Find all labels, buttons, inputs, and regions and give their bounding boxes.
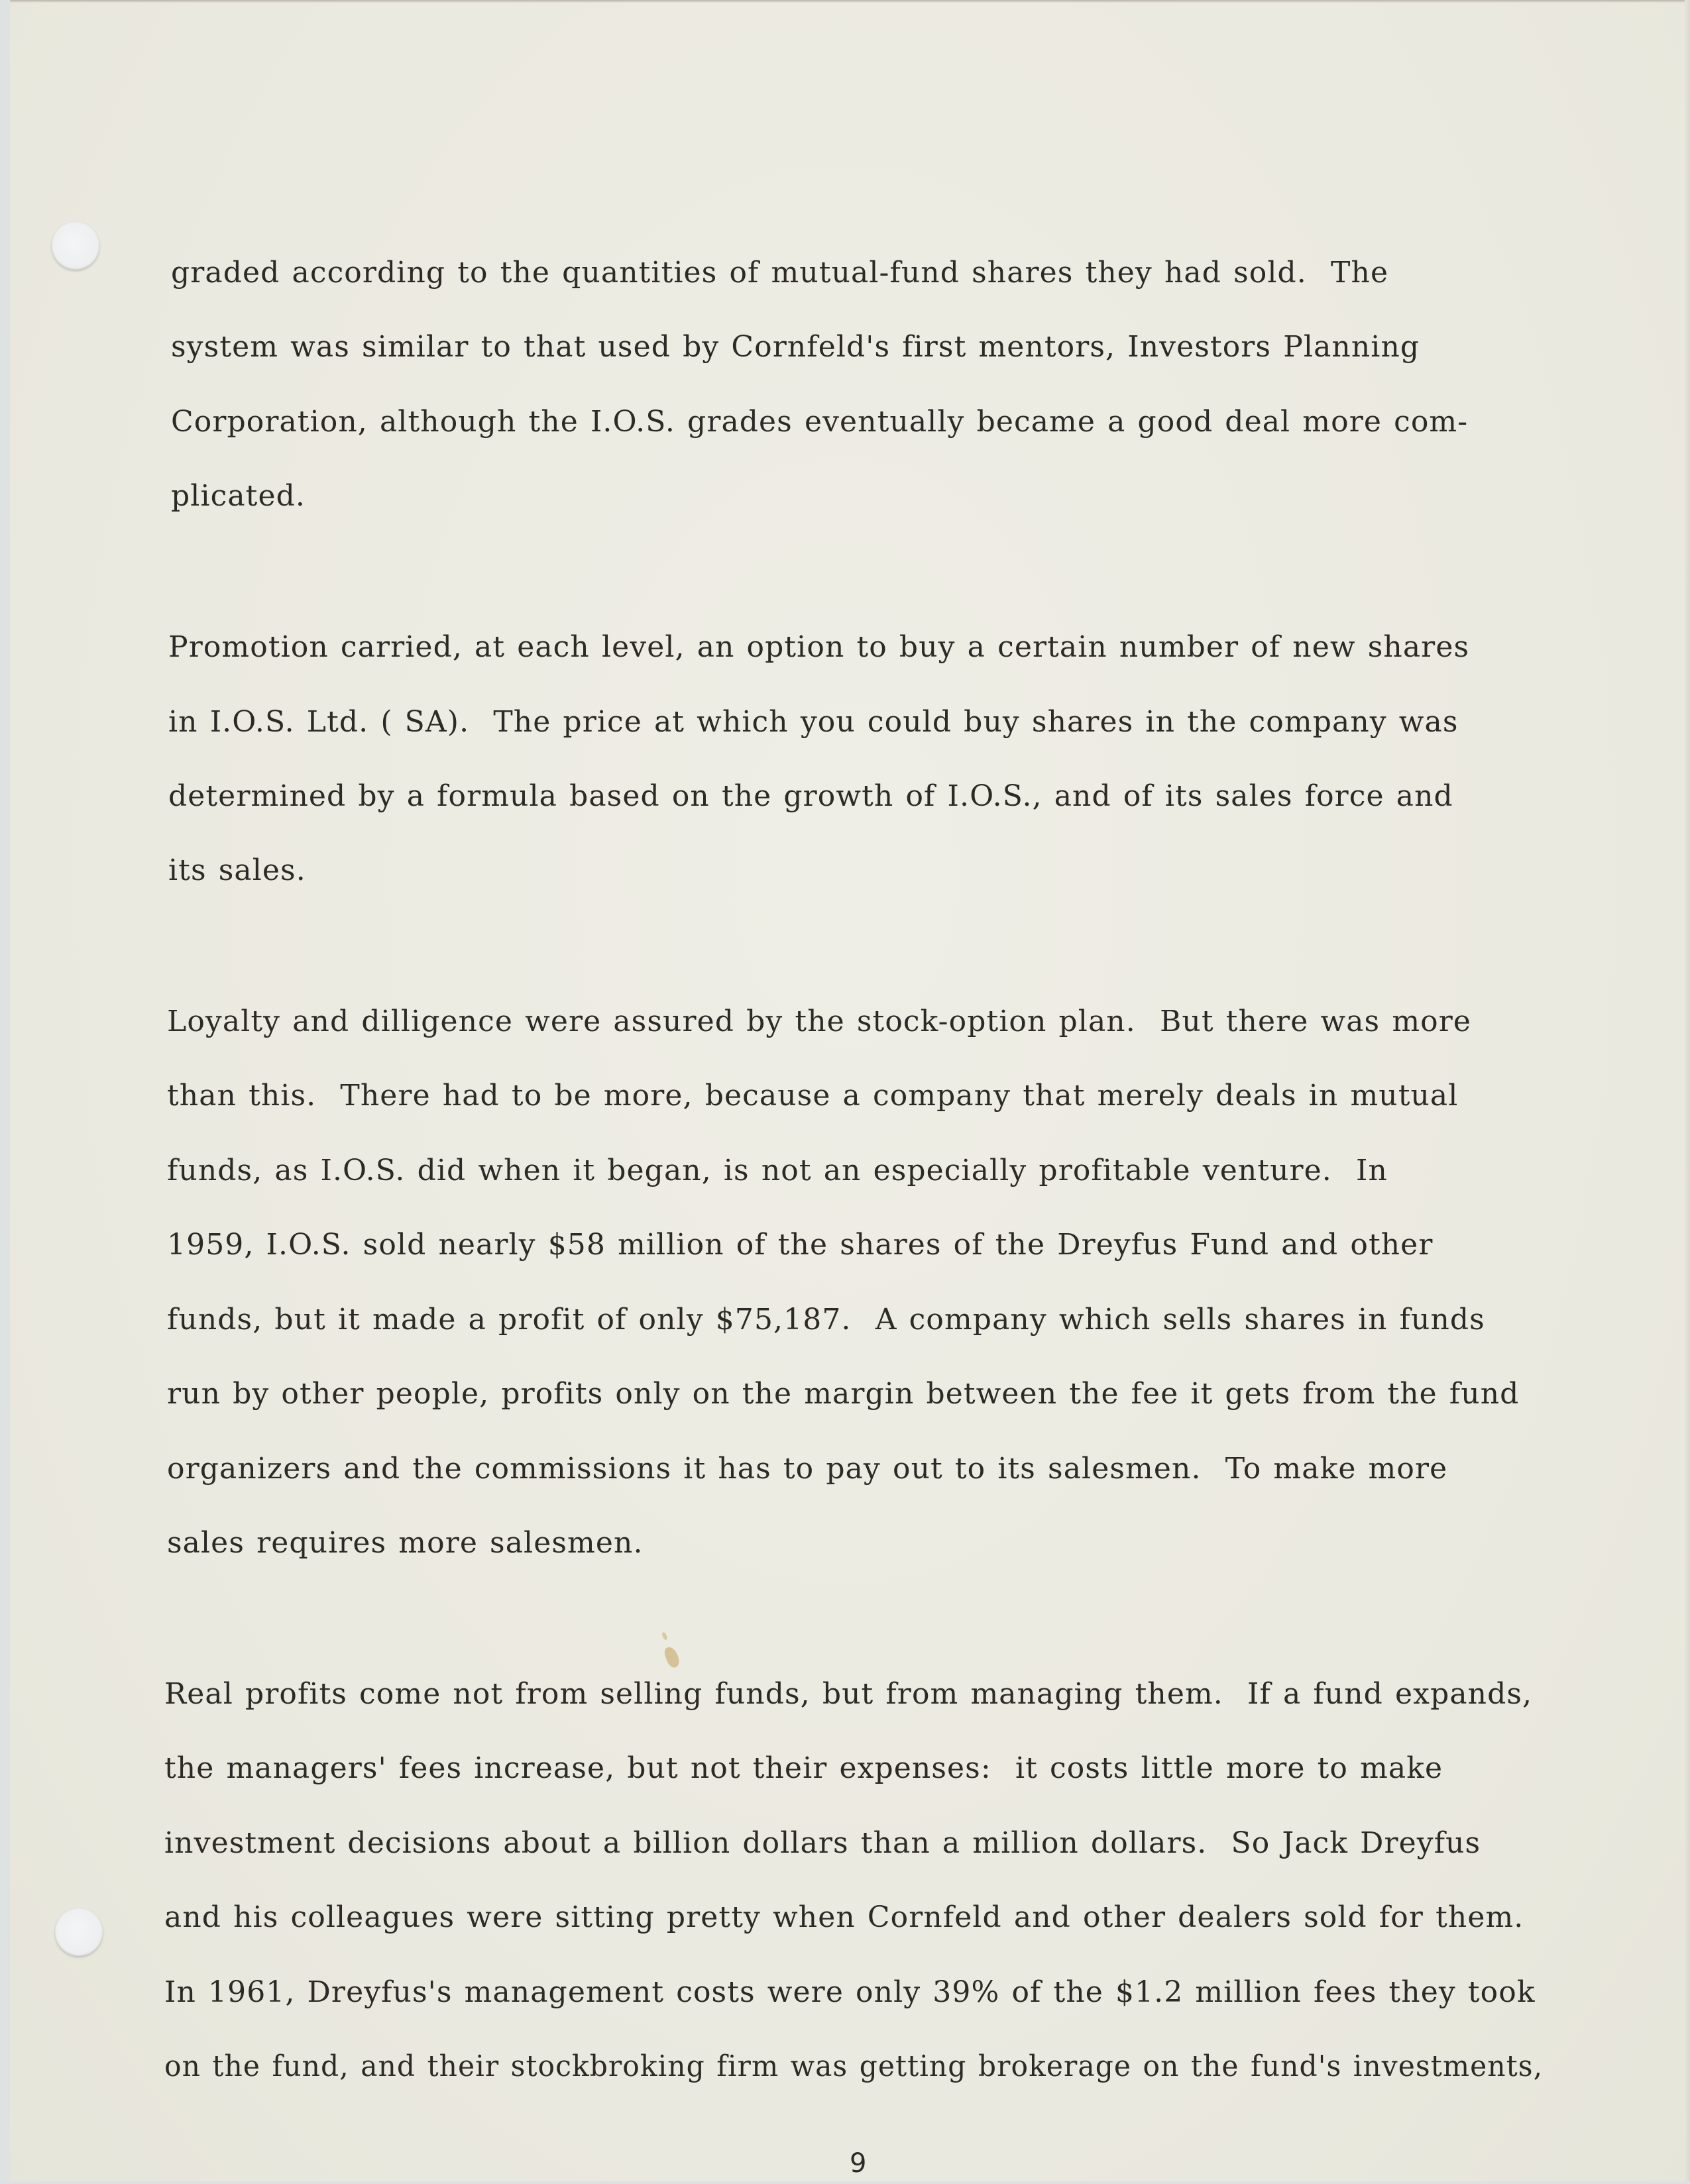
text-line: run by other people, profits only on the margin between the fee it gets from the fund [167,1377,1520,1411]
text-line: Corporation, although the I.O.S. grades eventually became a good deal more com- [171,405,1469,439]
text-line: funds, as I.O.S. did when it began, is not an especially profitable venture. In [167,1154,1388,1187]
text-line: Real profits come not from selling funds, but from managing them. If a fund expands, [164,1677,1533,1711]
paper-stain [663,1645,681,1669]
scanner-left-strip [0,0,10,2184]
text-line: Loyalty and dilligence were assured by the stock-option plan. But there was more [167,1005,1471,1038]
text-line: Promotion carried, at each level, an option to buy a certain number of new shares [168,630,1470,664]
punch-hole-bottom [55,1908,103,1956]
text-line: in I.O.S. Ltd. ( SA). The price at which you could buy shares in the company was [168,705,1459,739]
text-line: on the fund, and their stockbroking firm was getting brokerage on the fund's investments, [164,2049,1544,2083]
punch-hole-top [52,222,99,270]
text-line: graded according to the quantities of mutual-fund shares they had sold. The [171,256,1389,290]
text-line: the managers' fees increase, but not their expenses: it costs little more to make [164,1751,1443,1785]
page-bottom-edge [0,2181,1690,2184]
page-top-edge [0,0,1690,3]
text-line: funds, but it made a profit of only $75,187. A company which sells shares in funds [167,1303,1485,1337]
text-line: plicated. [171,479,306,513]
text-line: its sales. [168,853,306,887]
text-line: organizers and the commissions it has to pay out to its salesmen. To make more [167,1452,1448,1486]
text-line: determined by a formula based on the growth of I.O.S., and of its sales force and [168,779,1453,813]
text-line: 1959, I.O.S. sold nearly $58 million of the shares of the Dreyfus Fund and other [167,1228,1434,1262]
text-line: than this. There had to be more, because a company that merely deals in mutual [167,1079,1459,1113]
page-number: 9 [850,2148,867,2179]
text-line: system was similar to that used by Cornfeld's first mentors, Investors Planning [171,330,1420,364]
text-line: In 1961, Dreyfus's management costs were only 39% of the $1.2 million fees they took [164,1975,1536,2009]
text-line: investment decisions about a billion dollars than a million dollars. So Jack Dreyfus [164,1826,1481,1860]
paper-stain-small [661,1631,668,1640]
text-line: and his colleagues were sitting pretty when Cornfeld and other dealers sold for them. [164,1900,1524,1934]
page-right-edge [1685,0,1690,2184]
text-line: sales requires more salesmen. [167,1526,644,1560]
